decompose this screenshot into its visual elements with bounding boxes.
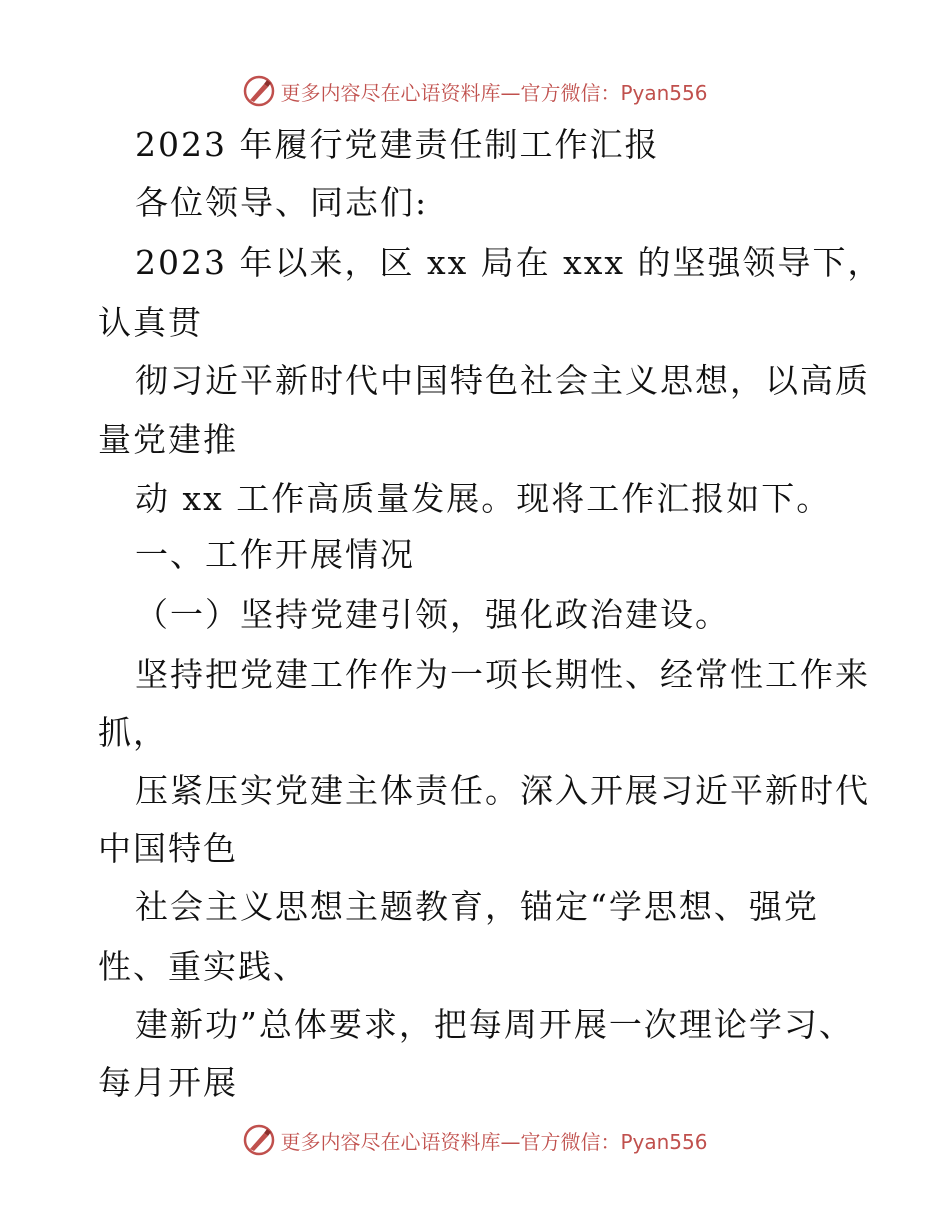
pen-logo-icon [242, 1123, 276, 1157]
paragraph-line: 性、重实践、 [98, 947, 308, 986]
footer-banner-text: 更多内容尽在心语资料库—官方微信：Pyan556 [280, 1129, 708, 1154]
paragraph-line: 动 xx 工作高质量发展。现将工作汇报如下。 [135, 479, 832, 518]
paragraph-line: 坚持把党建工作作为一项长期性、经常性工作来 [135, 655, 870, 694]
header-banner [0, 71, 950, 111]
paragraph-line: 社会主义思想主题教育，锚定“学思想、强党 [135, 887, 819, 926]
salutation: 各位领导、同志们: [135, 183, 429, 222]
section-heading: 一、工作开展情况 [135, 535, 415, 574]
pen-logo-icon [242, 74, 276, 108]
footer-banner [0, 1120, 950, 1160]
paragraph-line: 中国特色 [98, 829, 238, 868]
paragraph-line: 量党建推 [98, 420, 238, 459]
paragraph-line: 压紧压实党建主体责任。深入开展习近平新时代 [135, 771, 870, 810]
paragraph-line: 抓， [98, 713, 168, 752]
paragraph-line: 认真贯 [98, 303, 203, 342]
subsection-heading: （一）坚持党建引领，强化政治建设。 [135, 595, 730, 634]
paragraph-line: 2023 年以来，区 xx 局在 xxx 的坚强领导下， [135, 243, 883, 282]
paragraph-line: 每月开展 [98, 1063, 238, 1102]
document-title: 2023 年履行党建责任制工作汇报 [135, 125, 660, 164]
paragraph-line: 建新功”总体要求，把每周开展一次理论学习、 [135, 1005, 854, 1044]
header-banner-text: 更多内容尽在心语资料库—官方微信：Pyan556 [280, 80, 708, 105]
paragraph-line: 彻习近平新时代中国特色社会主义思想，以高质 [135, 361, 870, 400]
